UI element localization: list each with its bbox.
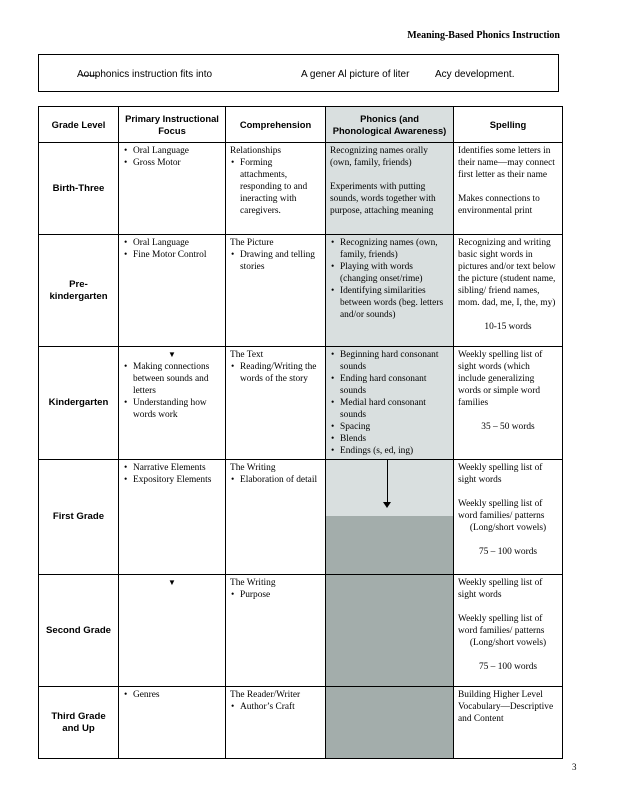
spelling-text: (Long/short vowels) <box>469 523 547 533</box>
focus-cell <box>119 460 226 575</box>
spelling-count: 75 – 100 words <box>478 662 538 672</box>
spelling-text: Identifies some letters in their name—may connect first letter as their name <box>458 146 555 180</box>
focus-cell <box>119 575 226 687</box>
comprehension-title: The Writing <box>230 578 276 588</box>
list-item: • Blends <box>340 433 449 445</box>
phonics-text: Experiments with putting sounds, words together with purpose, attaching meaning <box>330 182 436 216</box>
list-item: • Purpose <box>240 589 321 601</box>
header-primary-focus: Primary Instructional Focus <box>119 107 226 143</box>
spelling-text: Recognizing and writing basic sight words in pictures and/or text below the picture (student name, sibling/ friend names, mom. dad, me, I, the, my) <box>458 238 556 308</box>
phonics-continuation <box>326 460 453 515</box>
comprehension-cell <box>226 687 326 759</box>
spelling-text: Weekly spelling list of word families/ patterns <box>458 499 545 521</box>
comprehension-title: Relationships <box>230 146 282 156</box>
spelling-cell <box>454 235 563 347</box>
list-item: • Narrative Elements <box>133 462 221 474</box>
table-header-row <box>39 107 563 143</box>
list-item: • Playing with words (changing onset/rime) <box>340 261 449 285</box>
comprehension-title: The Picture <box>230 238 274 248</box>
spelling-count: 75 – 100 words <box>478 547 538 557</box>
spelling-text: Weekly spelling list of sight words <box>458 578 543 600</box>
down-arrow-icon <box>383 502 391 508</box>
grade-cell: First Grade <box>39 460 119 575</box>
spelling-text: Building Higher Level Vocabulary—Descriptive and Content <box>458 690 554 724</box>
focus-cell <box>119 347 226 460</box>
list-item: • Endings (s, ed, ing) <box>340 445 449 457</box>
comprehension-cell <box>226 347 326 460</box>
table-row <box>39 347 563 460</box>
comprehension-title: The Text <box>230 350 264 360</box>
table-row <box>39 460 563 575</box>
table-row <box>39 575 563 687</box>
grade-cell: Second Grade <box>39 575 119 687</box>
spelling-cell <box>454 347 563 460</box>
focus-cell <box>119 235 226 347</box>
list-item: • Medial hard consonant sounds <box>340 397 449 421</box>
spelling-cell <box>454 575 563 687</box>
grade-cell: Pre-kindergarten <box>39 235 119 347</box>
grade-cell: Third Grade and Up <box>39 687 119 759</box>
phonics-cell <box>326 235 454 347</box>
list-item: • Fine Motor Control <box>133 249 221 261</box>
spelling-text: (Long/short vowels) <box>469 638 547 648</box>
focus-cell <box>119 687 226 759</box>
spelling-cell <box>454 460 563 575</box>
list-item: • Reading/Writing the words of the story <box>240 361 321 385</box>
spelling-count: 10-15 words <box>484 322 532 332</box>
focus-cell <box>119 143 226 235</box>
list-item: • Author’s Craft <box>240 701 321 713</box>
phonics-cell <box>326 347 454 460</box>
list-item: • Identifying similarities between words (beg. letters and/or sounds) <box>340 285 449 321</box>
table-row <box>39 143 563 235</box>
comprehension-cell <box>226 235 326 347</box>
phonics-shaded-area <box>326 516 453 574</box>
comprehension-cell <box>226 575 326 687</box>
spelling-count: 35 – 50 words <box>481 422 535 432</box>
continuation-arrow-line <box>387 460 388 504</box>
comprehension-title: The Reader/Writer <box>230 690 301 700</box>
list-item: • Gross Motor <box>133 157 221 169</box>
spelling-text: Weekly spelling list of sight words (which include generalizing words or simple word families <box>458 350 543 408</box>
literacy-development-table <box>38 106 563 759</box>
list-item: • Spacing <box>340 421 449 433</box>
intro-middle-text: A gener Al picture of liter <box>301 69 410 80</box>
grade-cell: Kindergarten <box>39 347 119 460</box>
comprehension-cell <box>226 143 326 235</box>
phonics-shaded-area <box>326 575 454 687</box>
spelling-text: Weekly spelling list of sight words <box>458 463 543 485</box>
intro-box <box>38 54 559 92</box>
spelling-text: Makes connections to environmental print <box>458 194 540 216</box>
down-arrow-icon: ▼ <box>168 578 176 587</box>
list-item: • Beginning hard consonant sounds <box>340 349 449 373</box>
phonics-text: Recognizing names orally (own, family, friends) <box>330 146 428 168</box>
spelling-cell <box>454 143 563 235</box>
list-item: • Forming attachments, responding to and ineracting with caregivers. <box>240 157 321 217</box>
spelling-cell <box>454 687 563 759</box>
intro-left-text: A̶o̶u̶phonics instruction fits into <box>77 69 213 80</box>
list-item: • Ending hard consonant sounds <box>340 373 449 397</box>
running-header: Meaning-Based Phonics Instruction <box>407 30 560 41</box>
list-item: • Oral Language <box>133 237 221 249</box>
phonics-shaded-area <box>326 687 454 759</box>
header-spelling: Spelling <box>454 107 563 143</box>
comprehension-title: The Writing <box>230 463 276 473</box>
list-item: • Elaboration of detail <box>240 474 321 486</box>
header-phonics: Phonics (and Phonological Awareness) <box>326 107 454 143</box>
intro-right-text: Acy development. <box>435 69 515 80</box>
list-item: • Drawing and telling stories <box>240 249 321 273</box>
spelling-text: Weekly spelling list of word families/ patterns <box>458 614 545 636</box>
header-comprehension: Comprehension <box>226 107 326 143</box>
table-row <box>39 235 563 347</box>
header-grade-level: Grade Level <box>39 107 119 143</box>
list-item: • Oral Language <box>133 145 221 157</box>
list-item: • Making connections between sounds and letters <box>133 361 221 397</box>
list-item: • Understanding how words work <box>133 397 221 421</box>
down-arrow-icon: ▼ <box>168 350 176 359</box>
page-number: 3 <box>572 762 577 772</box>
list-item: • Expository Elements <box>133 474 221 486</box>
list-item: • Genres <box>133 689 221 701</box>
list-item: • Recognizing names (own, family, friends) <box>340 237 449 261</box>
comprehension-cell <box>226 460 326 575</box>
phonics-cell <box>326 143 454 235</box>
grade-cell: Birth-Three <box>39 143 119 235</box>
table-row <box>39 687 563 759</box>
phonics-cell <box>326 460 454 575</box>
